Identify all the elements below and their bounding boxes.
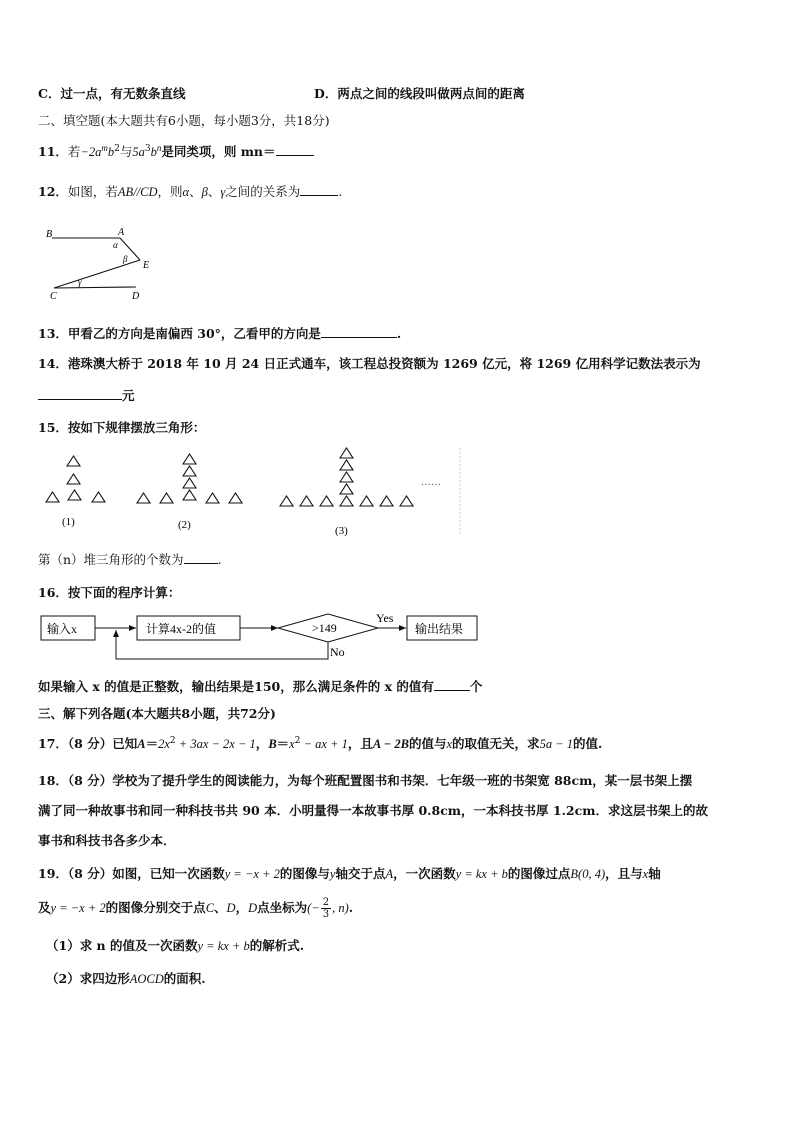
q12-number: 12． [38, 184, 68, 199]
q17-combo: A − 2B [372, 737, 409, 751]
q19-number: 19． [38, 866, 68, 881]
no-label: No [330, 645, 345, 659]
label-c: C [50, 291, 57, 302]
triangle-icon [300, 496, 313, 506]
q12-gamma: γ [220, 185, 226, 199]
q19-fraction [321, 897, 331, 920]
q15-number: 15． [38, 420, 68, 435]
question-19-sub-1 [46, 936, 304, 954]
q17-text-2: ， [255, 736, 269, 751]
q19-point-d-2: D [248, 901, 258, 915]
decision-label: >149 [312, 621, 337, 635]
box-input-label: 输入x [47, 622, 78, 636]
continuation-dots: …… [421, 477, 441, 488]
q16-unit: 个 [469, 679, 483, 694]
q12-text-1: 如图，若 [67, 184, 118, 199]
q17-text-4: 的值与 [408, 736, 447, 751]
q17-eq-b: ＝ [276, 736, 290, 751]
q15-answer-prefix: 第（n）堆三角形的个数为 [38, 552, 184, 567]
question-12 [38, 182, 342, 200]
q16-number: 16． [38, 585, 68, 600]
q11-exp1: m [101, 142, 108, 153]
triangle-icon [160, 493, 173, 503]
triangle-icon [229, 493, 242, 503]
question-19-sub-2 [46, 969, 206, 987]
question-14 [38, 354, 701, 372]
q12-text-2: ，则 [157, 184, 183, 199]
q12-condition: AB//CD [117, 185, 158, 199]
q15-text: 按如下规律摆放三角形： [67, 420, 206, 435]
triangle-icon [340, 496, 353, 506]
q13-answer-blank[interactable] [321, 325, 397, 338]
question-19-line-2 [38, 897, 353, 920]
label-a: A [118, 227, 125, 238]
triangle-icon [137, 493, 150, 503]
question-19-line-1 [38, 864, 661, 882]
q18-score: （8 分） [67, 773, 113, 788]
q17-b-exp: 2 [294, 735, 301, 746]
q12-beta: β [201, 185, 208, 199]
q19-sub1-func: y = kx + b [197, 939, 250, 953]
q19-point-d: D [226, 901, 236, 915]
q12-end: . [338, 184, 343, 199]
box-output-label: 输出结果 [415, 622, 464, 636]
q16-text: 按下面的程序计算： [67, 585, 181, 600]
q13-number: 13． [38, 326, 68, 341]
q19-point-b: B(0, 4) [570, 867, 606, 881]
yes-label: Yes [376, 611, 394, 625]
q17-x: x [446, 737, 453, 751]
q14-unit: 元 [122, 388, 135, 403]
q18-text-1: 学校为了提升学生的阅读能力，为每个班配置图书和书架．七年级一班的书架宽 88cm，某一层书架上摆 [112, 773, 693, 788]
q19-sub1-text: 求 n 的值及一次函数 [79, 938, 198, 953]
question-13 [38, 324, 401, 342]
q19-y-axis: y [329, 867, 336, 881]
q19-func-3: y = −x + 2 [50, 901, 106, 915]
q19-sub2-number: （2） [46, 971, 80, 986]
q17-a-expr-2: + 3ax − 2x − 1 [175, 737, 256, 751]
line-cd [54, 287, 136, 288]
question-11 [38, 142, 314, 160]
label-alpha: α [113, 240, 118, 250]
line-ec [54, 260, 140, 288]
q17-text-6: 的值. [573, 736, 603, 751]
q12-alpha: α [182, 185, 190, 199]
q19-end: . [348, 900, 354, 915]
choice-d: D．两点之间的线段叫做两点间的距离 [314, 86, 525, 101]
q17-target: 5a − 1 [539, 737, 573, 751]
triangle-icon [340, 460, 353, 470]
question-18-line-2: 满了同一种故事书和同一种科技书共 90 本．小明量得一本故事书厚 0.8cm，一本科技书厚 1.2cm．求这层书架上的故 [38, 803, 708, 818]
q11-number: 11． [38, 144, 68, 159]
q17-a: A [137, 737, 146, 751]
q19-x-axis: x [642, 867, 649, 881]
q19-frac-denominator: 3 [322, 909, 330, 920]
question-16 [38, 583, 180, 601]
q17-text-5: 的取值无关，求 [452, 736, 540, 751]
q19-text-7: 轴 [648, 866, 661, 881]
q12-sep-2: 、 [207, 184, 221, 199]
triangle-icon [400, 496, 413, 506]
q17-eq-a: ＝ [145, 736, 159, 751]
figure-16-flowchart [40, 608, 500, 666]
q17-a-exp: 2 [169, 735, 176, 746]
q19-frac-numerator: 2 [322, 897, 330, 908]
q19-sub1-end: 的解析式. [249, 938, 305, 953]
q16-question: 如果输入 x 的值是正整数，输出结果是150，那么满足条件的 x 的值有 [38, 679, 434, 694]
triangle-icon [183, 454, 196, 464]
triangle-icon [68, 490, 81, 500]
q11-text-2: 与 [119, 144, 133, 159]
q11-answer-blank[interactable] [276, 143, 314, 156]
q11-text-3: 是同类项，则 mn＝ [161, 144, 276, 159]
q17-a-expr-1: 2x [158, 737, 170, 751]
triangle-icon [360, 496, 373, 506]
q15-answer-blank[interactable] [184, 551, 218, 564]
q19-coord-open: (− [307, 901, 320, 915]
q18-number: 18． [38, 773, 68, 788]
triangle-icon [92, 492, 105, 502]
choice-c: C．过一点，有无数条直线 [38, 86, 186, 101]
question-17 [38, 734, 602, 752]
q11-exp2: 3 [144, 143, 151, 154]
triangle-icon [380, 496, 393, 506]
q19-text-1: 如图，已知一次函数 [112, 866, 225, 881]
triangle-icon [340, 448, 353, 458]
question-18-line-1 [38, 771, 692, 789]
q16-answer-blank[interactable] [434, 678, 470, 691]
q17-b: B [268, 737, 277, 751]
triangle-icon [340, 484, 353, 494]
triangle-icon [280, 496, 293, 506]
q12-answer-blank[interactable] [300, 183, 338, 196]
label-e: E [143, 260, 150, 271]
q11-term2: 5a [132, 145, 145, 159]
q11-exp2b: n [156, 142, 162, 153]
q17-score: （8 分） [67, 736, 113, 751]
section-3-heading: 三、解下列各题(本大题共8小题，共72分) [38, 706, 276, 721]
q12-text-3: 之间的关系为 [225, 184, 301, 199]
q11-term1b: b [107, 145, 115, 159]
q19-point-c: C [205, 901, 215, 915]
question-18-line-3: 事书和科技书各多少本． [38, 833, 176, 848]
q19-text-10: ， [235, 900, 249, 915]
q19-text-11: 点坐标为 [257, 900, 308, 915]
q13-text: 甲看乙的方向是南偏西 30°，乙看甲的方向是 [67, 326, 321, 341]
q19-quadrilateral: AOCD [129, 972, 164, 986]
q11-exp1b: 2 [114, 143, 120, 154]
triangle-icon [206, 493, 219, 503]
q17-text-1: 已知 [112, 736, 138, 751]
q19-sep: 、 [214, 900, 227, 915]
figure-12-parallel-lines [40, 222, 160, 302]
question-16-answer [38, 677, 482, 695]
q11-term1: −2a [80, 145, 102, 159]
q19-text-4: ，一次函数 [393, 866, 456, 881]
triangle-icon [183, 490, 196, 500]
q17-b-expr-2: − ax + 1 [300, 737, 348, 751]
triangle-icon [183, 466, 196, 476]
question-15 [38, 418, 205, 436]
q19-score: （8 分） [67, 866, 113, 881]
triangle-icon [320, 496, 333, 506]
label-gamma: γ [78, 277, 82, 287]
q13-end: . [396, 326, 402, 341]
q14-text: 港珠澳大桥于 2018 年 10 月 24 日正式通车，该工程总投资额为 1269 亿元，将 1269 亿用科学记数法表示为 [67, 356, 701, 371]
q19-func-1: y = −x + 2 [224, 867, 280, 881]
question-15-answer [38, 550, 222, 568]
q19-text-8: 及 [38, 900, 51, 915]
box-calc-label: 计算4x-2的值 [146, 622, 216, 636]
q19-text-2: 的图像与 [279, 866, 330, 881]
q15-end: . [217, 552, 222, 567]
pile-label-1: (1) [62, 516, 75, 528]
q19-text-6: ，且与 [605, 866, 643, 881]
section-2-heading: 二、填空题(本大题共有6小题，每小题3分，共18分) [38, 113, 330, 128]
q19-func-2: y = kx + b [455, 867, 508, 881]
q19-text-3: 轴交于点 [335, 866, 386, 881]
q17-b-expr-1: x [289, 737, 295, 751]
triangle-icon [340, 472, 353, 482]
q11-text-1: 若 [67, 144, 81, 159]
triangle-icon [67, 456, 80, 466]
q19-text-9: 的图像分别交于点 [105, 900, 206, 915]
figure-15-triangle-piles [36, 446, 464, 540]
q14-answer-blank[interactable] [38, 387, 122, 400]
q19-sub2-end: 的面积. [163, 971, 206, 986]
triangle-icon [183, 478, 196, 488]
q14-number: 14． [38, 356, 68, 371]
q19-coord-close: , n) [332, 901, 349, 915]
q12-sep-1: 、 [189, 184, 202, 199]
triangle-icon [46, 492, 59, 502]
q17-number: 17． [38, 736, 68, 751]
question-14-answer [38, 386, 135, 404]
pile-label-2: (2) [178, 519, 191, 531]
q11-term2b: b [150, 145, 157, 159]
triangle-group [46, 448, 413, 506]
triangle-icon [67, 474, 80, 484]
label-beta: β [123, 254, 128, 264]
q19-sub2-text: 求四边形 [79, 971, 130, 986]
label-b: B [46, 229, 53, 240]
q19-sub1-number: （1） [46, 938, 80, 953]
q19-text-5: 的图像过点 [507, 866, 571, 881]
pile-label-3: (3) [335, 525, 348, 537]
q17-text-3: ，且 [347, 736, 373, 751]
label-d: D [132, 291, 140, 302]
q19-point-a: A [385, 867, 394, 881]
